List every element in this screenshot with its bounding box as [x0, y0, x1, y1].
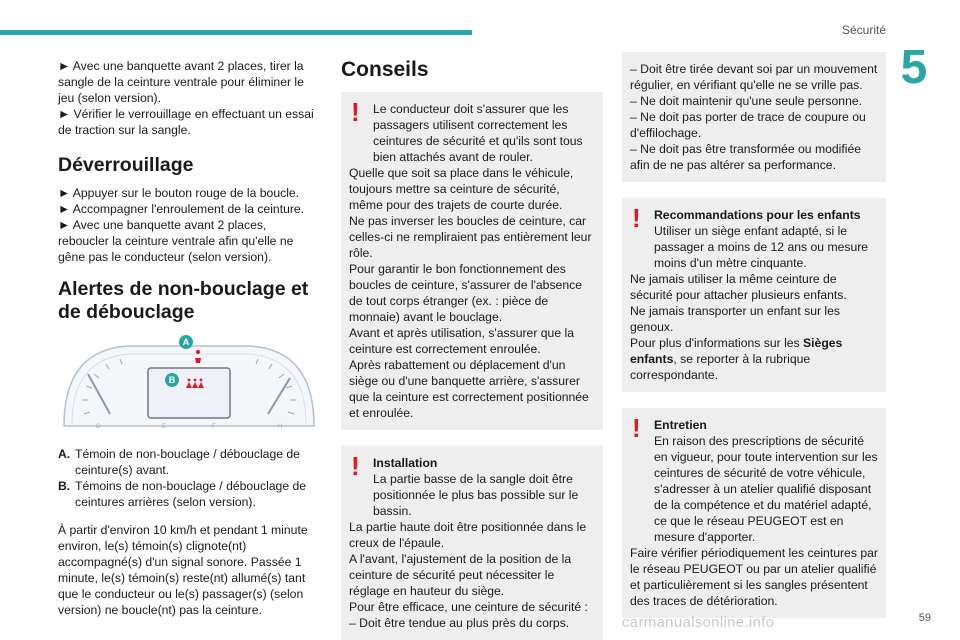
reference-text: , se reporter à la rubrique correspondante.	[630, 352, 811, 382]
installation-text: La partie basse de la sangle doit être positionnée le plus bas possible sur le bassin.	[373, 472, 579, 518]
children-text: Ne jamais utiliser la même ceinture de sécurité pour attacher plusieurs enfants.	[630, 272, 847, 302]
svg-text:C: C	[96, 424, 101, 430]
legend-item	[58, 446, 320, 478]
advice-box	[341, 92, 603, 430]
legend-item	[58, 478, 320, 510]
marker-b: B	[168, 375, 176, 385]
belt-requirements-box	[622, 52, 886, 182]
intro-step: ► Vérifier le verrouillage en effectuant un essai de traction sur la sangle.	[58, 107, 314, 137]
marker-a: A	[182, 337, 190, 347]
installation-text: – Doit être tendue au plus près du corps.	[349, 616, 570, 630]
children-title: Recommandations pour les enfants	[654, 208, 861, 222]
column-middle	[341, 58, 603, 640]
requirement-text: – Ne doit maintenir qu'une seule personne.	[630, 94, 863, 108]
page-number: 59	[918, 612, 931, 624]
alert-description: À partir d'environ 10 km/h et pendant 1 minute environ, le(s) témoin(s) clignote(nt) accompagné(s) d'un signal sonore. Passée 1 minute, le(s) témoin(s) reste(nt) allumé(s) tant que le conducteur ou le(s) passager(s) (selon version) ne boucle(nt) pas la ceinture.	[58, 523, 308, 617]
advice-text: Après rabattement ou déplacement d'un siège ou d'une banquette arrière, s'assurer que la ceinture est correctement positionnée et enroulée.	[349, 358, 589, 420]
warning-icon: !	[351, 451, 360, 481]
svg-text:F: F	[212, 424, 216, 430]
svg-text:E: E	[162, 424, 167, 430]
maintenance-text: Faire vérifier périodiquement les ceintures par le réseau PEUGEOT ou par un atelier qualifié et particulièrement si les sangles présentent des traces de détérioration.	[630, 546, 878, 608]
legend-text: Témoins de non-bouclage / débouclage de ceintures arrières (selon version).	[75, 479, 307, 509]
installation-text: A l'avant, l'ajustement de la position de la ceinture de sécurité peut nécessiter le réglage en hauteur du siège.	[349, 552, 572, 598]
requirement-text: – Ne doit pas porter de trace de coupure ou d'effilochage.	[630, 110, 866, 140]
children-box	[622, 198, 886, 392]
installation-text: La partie haute doit être positionnée dans le creux de l'épaule.	[349, 520, 587, 550]
header-accent-bar	[0, 30, 472, 35]
installation-box	[341, 446, 603, 640]
intro-step: ► Avec une banquette avant 2 places, tirer la sangle de la ceinture ventrale pour éliminer le jeu (selon version).	[58, 59, 304, 105]
children-text: Ne jamais transporter un enfant sur les genoux.	[630, 304, 840, 334]
warning-icon: !	[632, 413, 641, 443]
instrument-cluster-figure	[58, 334, 320, 434]
svg-text:H: H	[278, 424, 283, 430]
heading-conseils: Conseils	[341, 58, 429, 81]
advice-text: Quelle que soit sa place dans le véhicule, toujours mettre sa ceinture de sécurité, même pour des trajets de courte durée.	[349, 166, 574, 212]
installation-text: Pour être efficace, une ceinture de sécurité :	[349, 600, 588, 614]
chapter-number: 5	[900, 41, 928, 94]
children-text: Utiliser un siège enfant adapté, si le passager a moins de 12 ans ou mesure moins d'un mètre cinquante.	[654, 224, 869, 270]
legend-key: A.	[58, 447, 71, 461]
section-title: Sécurité	[841, 23, 886, 37]
legend-text: Témoin de non-bouclage / débouclage de ceinture(s) avant.	[75, 447, 300, 477]
advice-text: Ne pas inverser les boucles de ceinture, car celles-ci ne rempliraient pas entièrement leur rôle.	[349, 214, 592, 260]
advice-text: Pour garantir le bon fonctionnement des boucles de ceinture, s'assurer de l'absence de tout corps étranger (ex. : pièce de monnaie) avant le bouclage.	[349, 262, 582, 324]
advice-text: Avant et après utilisation, s'assurer que la ceinture est correctement enroulée.	[349, 326, 574, 356]
reference-text: Pour plus d'informations sur les	[630, 336, 804, 350]
dashboard-illustration	[58, 334, 320, 434]
heading-alertes	[58, 278, 320, 324]
watermark: carmanualsonline.info	[622, 614, 775, 631]
maintenance-title: Entretien	[654, 418, 707, 432]
advice-text: Le conducteur doit s'assurer que les passagers utilisent correctement les ceintures de sécurité et qu'ils sont tous bien attachés avant de rouler.	[373, 102, 583, 164]
maintenance-box	[622, 408, 886, 618]
legend-key: B.	[58, 479, 71, 493]
children-reference	[630, 335, 878, 383]
warning-icon: !	[632, 203, 641, 233]
requirement-text: – Ne doit pas être transformée ou modifiée afin de ne pas altérer sa performance.	[630, 142, 862, 172]
installation-title: Installation	[373, 456, 438, 470]
heading-line: de débouclage	[58, 301, 195, 323]
unlock-step: ► Appuyer sur le bouton rouge de la boucle.	[58, 186, 300, 200]
unlock-step: ► Avec une banquette avant 2 places, reboucler la ceinture ventrale afin qu'elle ne gêne pas le conducteur (selon version).	[58, 218, 294, 264]
column-right	[622, 52, 886, 618]
heading-deverrouillage: Déverrouillage	[58, 154, 194, 176]
figure-legend	[58, 446, 320, 510]
maintenance-text: En raison des prescriptions de sécurité en vigueur, pour toute intervention sur les ceintures de sécurité de votre véhicule, s'adresser à un atelier qualifié disposant de la compétence et du matériel adapté, ce que le réseau PEUGEOT est en mesure d'apporter.	[654, 434, 878, 544]
column-left	[58, 58, 320, 618]
heading-line: Alertes de non-bouclage et	[58, 278, 309, 300]
warning-icon: !	[351, 97, 360, 127]
reference-link[interactable]: Sièges enfants	[630, 336, 843, 366]
unlock-step: ► Accompagner l'enroulement de la ceinture.	[58, 202, 305, 216]
requirement-text: – Doit être tirée devant soi par un mouvement régulier, en vérifiant qu'elle ne se vrille pas.	[630, 62, 878, 92]
